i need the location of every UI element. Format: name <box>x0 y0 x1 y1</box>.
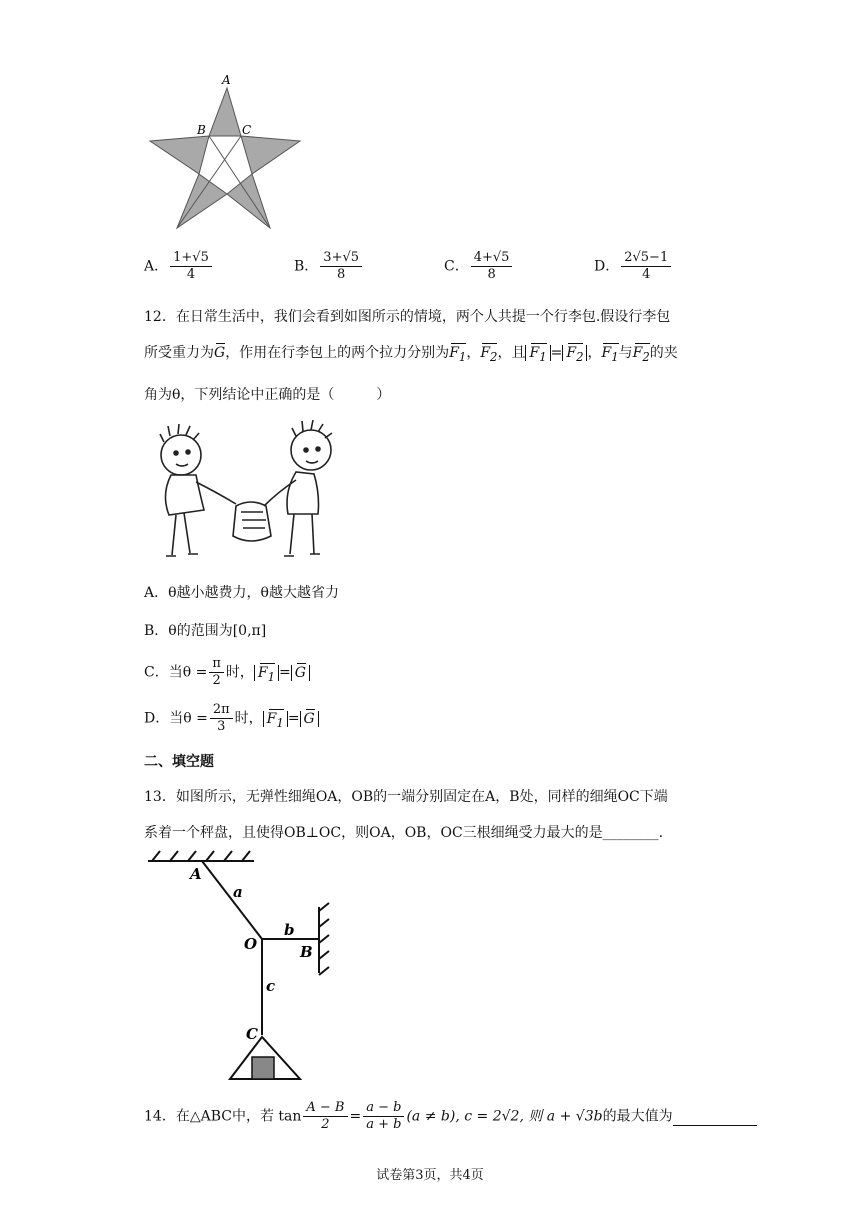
star-label-b: B <box>197 123 206 137</box>
page-footer: 试卷第3页，共4页 <box>376 1168 484 1183</box>
q13-line-2: 系着一个秤盘，且使得OB⊥OC，则OA，OB，OC三根细绳受力最大的是________. <box>144 825 664 841</box>
star-label-a: A <box>222 73 231 87</box>
vector-g: G <box>214 345 226 361</box>
q12-option-b[interactable]: B．θ的范围为[0,π] <box>144 623 267 639</box>
fig-label-a-point: A <box>190 865 202 883</box>
q12-option-c[interactable]: C．当θ = $\frac{\pi}{2}$ 时， $F_1 = G$ <box>144 656 310 689</box>
q11-option-b[interactable]: B． $\frac{3+√5}{8}$ <box>294 250 364 283</box>
q13-line-1: 13．如图所示，无弹性细绳OA，OB的一端分别固定在A，B处，同样的细绳OC下端 <box>144 789 668 805</box>
q11-option-c[interactable]: C． $\frac{4+√5}{8}$ <box>444 250 514 283</box>
q12-option-d[interactable]: D．当θ = $\frac{2\pi}{3}$ 时， $F_1 = G$ <box>144 702 319 735</box>
fig-label-b-rope: b <box>284 921 295 939</box>
q12-line-1: 12．在日常生活中，我们会看到如图所示的情境，两个人共提一个行李包.假设行李包 <box>144 309 671 325</box>
q11-option-d[interactable]: D． $\frac{2√5-1}{4}$ <box>594 250 673 283</box>
star-label-c: C <box>242 123 252 137</box>
rope-force-figure <box>140 845 340 1085</box>
q12-option-a[interactable]: A．θ越小越费力，θ越大越省力 <box>144 585 339 601</box>
two-people-carrying-bag-illustration <box>146 420 346 570</box>
q11-option-a[interactable]: A． $\frac{1+√5}{4}$ <box>144 250 214 283</box>
star-figure <box>140 70 310 240</box>
fig-label-c-point: C <box>246 1025 258 1043</box>
fig-label-c-rope: c <box>266 977 276 995</box>
q12-line-2: 所受重力为G，作用在行李包上的两个拉力分别为$F_1$，$F_2$，且 $F_1 = F_2$ ，$F_1$与$F_2$的夹 <box>144 345 678 364</box>
q14-answer-blank[interactable] <box>673 1109 757 1126</box>
q12-line-3: 角为θ，下列结论中正确的是（ ） <box>144 387 391 403</box>
fig-label-a-rope: a <box>233 883 243 901</box>
section-heading-fill-in: 二、填空题 <box>144 754 214 770</box>
fig-label-o: O <box>244 935 258 953</box>
fig-label-b-point: B <box>300 943 313 961</box>
q14-line: 14．在△ABC中，若 tan $\frac{A - B}{2}$ = $\frac{a - b}{a + b}$ (a ≠ b), c = 2√2, 则 a + √3b的最大值为 <box>144 1100 757 1133</box>
